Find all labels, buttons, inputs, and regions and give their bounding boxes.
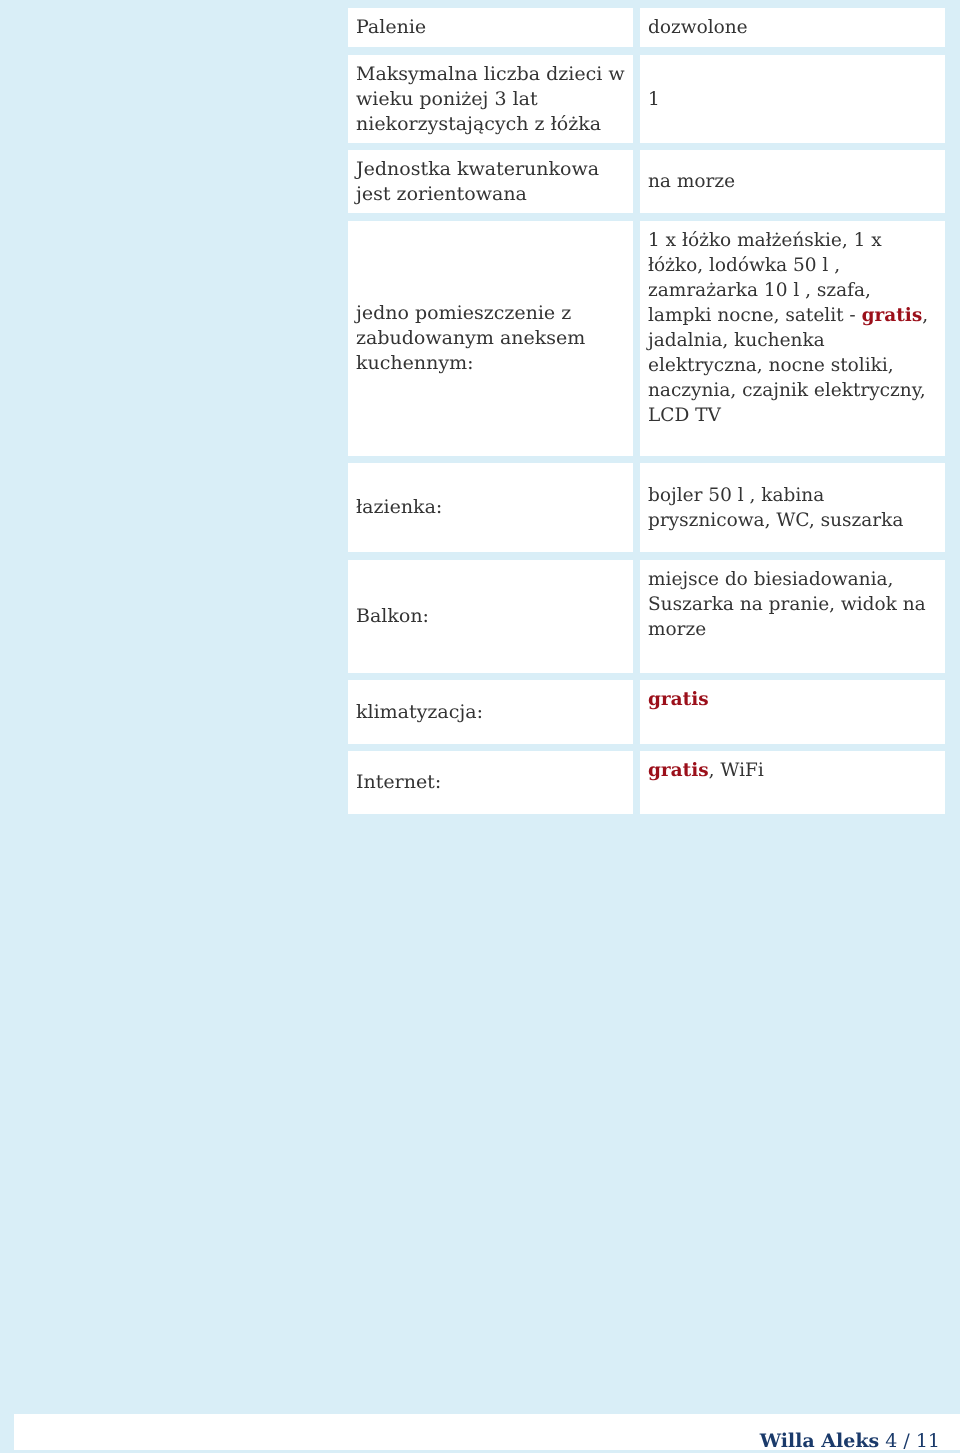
value-max-children-text: 1 bbox=[648, 88, 660, 110]
value-room-gratis: gratis bbox=[861, 305, 923, 326]
page-footer bbox=[760, 1429, 940, 1453]
label-air-conditioning-text: klimatyzacja: bbox=[356, 700, 483, 723]
value-bathroom bbox=[640, 463, 945, 552]
label-palenie-text: Palenie bbox=[356, 16, 427, 38]
value-air-conditioning-gratis: gratis bbox=[648, 689, 709, 710]
value-max-children bbox=[640, 55, 945, 143]
label-internet-text: Internet: bbox=[356, 771, 442, 793]
label-palenie bbox=[348, 8, 633, 47]
label-balcony bbox=[348, 560, 633, 673]
label-max-children-text: Maksymalna liczba dzieci w wieku poniżej 3 lat niekorzystających z łóżka bbox=[356, 62, 625, 135]
value-air-conditioning bbox=[640, 680, 945, 744]
label-max-children bbox=[348, 55, 633, 143]
value-room-text bbox=[648, 228, 937, 428]
value-balcony-text: miejsce do biesiadowania, Suszarka na pranie, widok na morze bbox=[648, 569, 926, 640]
label-orientation bbox=[348, 150, 633, 213]
value-internet-gratis: gratis bbox=[648, 760, 709, 781]
value-internet-after: , WiFi bbox=[708, 760, 764, 781]
value-internet-text bbox=[648, 758, 764, 783]
value-room-before: 1 x łóżko małżeńskie, 1 x łóżko, lodówka 50 l , zamrażarka 10 l , szafa, lampki nocne, satelit - bbox=[648, 230, 882, 326]
label-bathroom-text: łazienka: bbox=[356, 496, 443, 518]
value-balcony bbox=[640, 560, 945, 673]
value-room-after: , jadalnia, kuchenka elektryczna, nocne stoliki, naczynia, czajnik elektryczny, LCD TV bbox=[648, 305, 929, 426]
value-orientation-text: na morze bbox=[648, 171, 736, 192]
label-orientation-text: Jednostka kwaterunkowa jest zorientowana bbox=[356, 157, 600, 205]
footer-brand: Willa Aleks bbox=[759, 1430, 880, 1452]
value-bathroom-text: bojler 50 l , kabina prysznicowa, WC, suszarka bbox=[648, 484, 904, 531]
label-bathroom bbox=[348, 463, 633, 552]
label-air-conditioning bbox=[348, 680, 633, 744]
label-balcony-text: Balkon: bbox=[356, 605, 429, 627]
label-internet bbox=[348, 751, 633, 814]
value-internet bbox=[640, 751, 945, 814]
footer-page-number: 4 / 11 bbox=[885, 1430, 940, 1452]
value-palenie bbox=[640, 8, 945, 47]
value-orientation bbox=[640, 150, 945, 213]
value-palenie-text: dozwolone bbox=[648, 17, 748, 38]
label-room bbox=[348, 221, 633, 456]
value-room bbox=[640, 221, 945, 456]
label-room-text: jedno pomieszczenie z zabudowanym aneksem kuchennym: bbox=[356, 302, 586, 374]
